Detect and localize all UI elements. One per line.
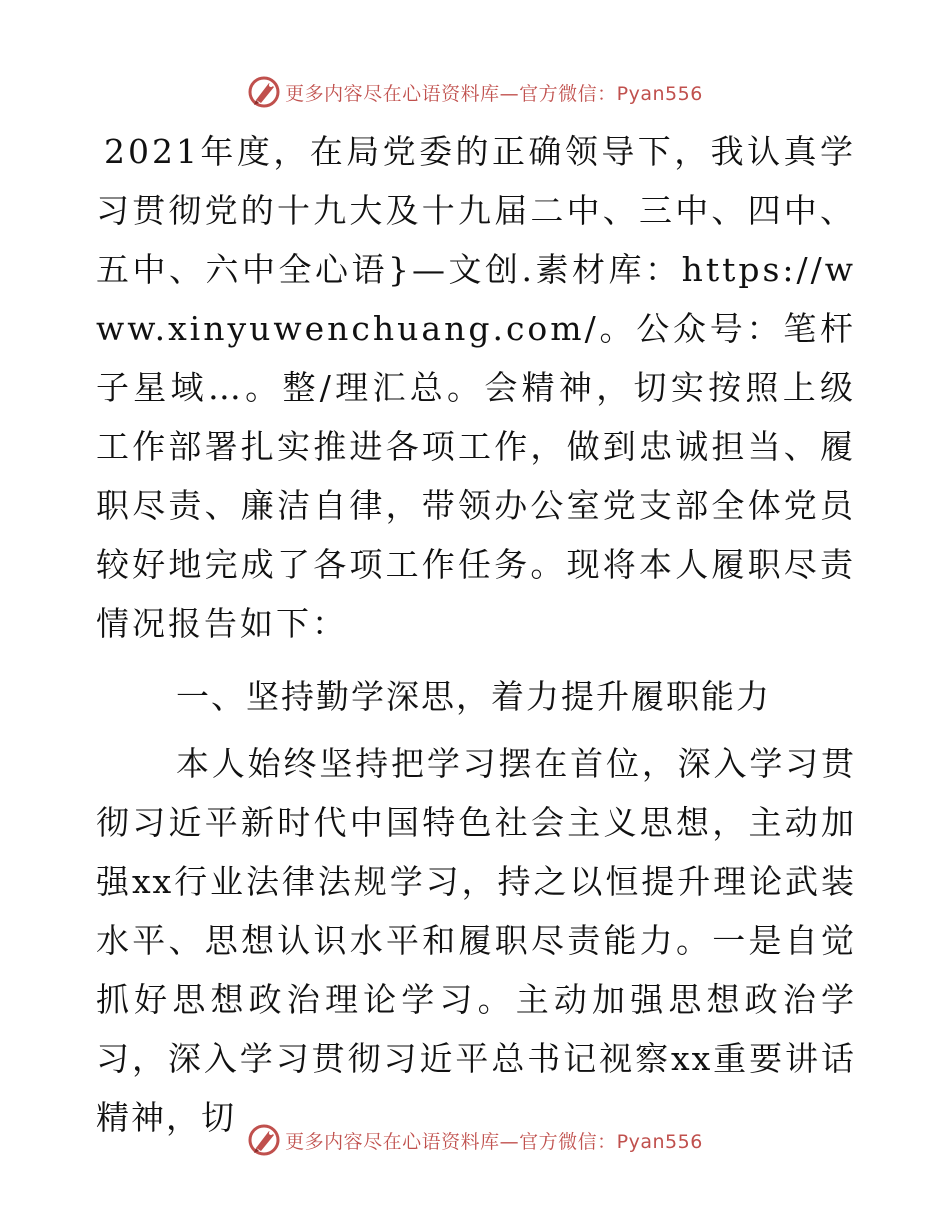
intro-paragraph: 2021年度，在局党委的正确领导下，我认真学习贯彻党的十九大及十九届二中、三中、四中、五中、六中全心语}—文创.素材库：https://www.xinyuwenchuang.com/。公众号：笔杆子星域…。整/理汇总。会精神，切实按照上级工作部署扎实推进各项工作，做到忠诚担当、履职尽责、廉洁自律，带领办公室党支部全体党员较好地完成了各项工作任务。现将本人履职尽责情况报告如下： [96,132,856,643]
section-heading: 一、坚持勤学深思，着力提升履职能力 [176,677,771,716]
watermark-text [285,79,703,106]
pen-logo-icon [247,75,281,109]
watermark-header [0,72,950,112]
watermark-brand: 更多内容尽在心语资料库 [285,1130,500,1153]
document-body [96,122,856,1147]
watermark-footer [0,1120,950,1160]
body-paragraph: 本人始终坚持把学习摆在首位，深入学习贯彻习近平新时代中国特色社会主义思想，主动加强xx行业法律法规学习，持之以恒提升理论武装水平、思想认识水平和履职尽责能力。一是自觉抓好思想政治理论学习。主动加强思想政治学习，深入学习贯彻习近平总书记视察xx重要讲话精神，切 [96,744,856,1137]
watermark-text [285,1127,703,1154]
watermark-brand: 更多内容尽在心语资料库 [285,82,500,105]
pen-logo-icon [247,1123,281,1157]
watermark-contact: —官方微信：Pyan556 [499,82,703,105]
watermark-contact: —官方微信：Pyan556 [499,1130,703,1153]
